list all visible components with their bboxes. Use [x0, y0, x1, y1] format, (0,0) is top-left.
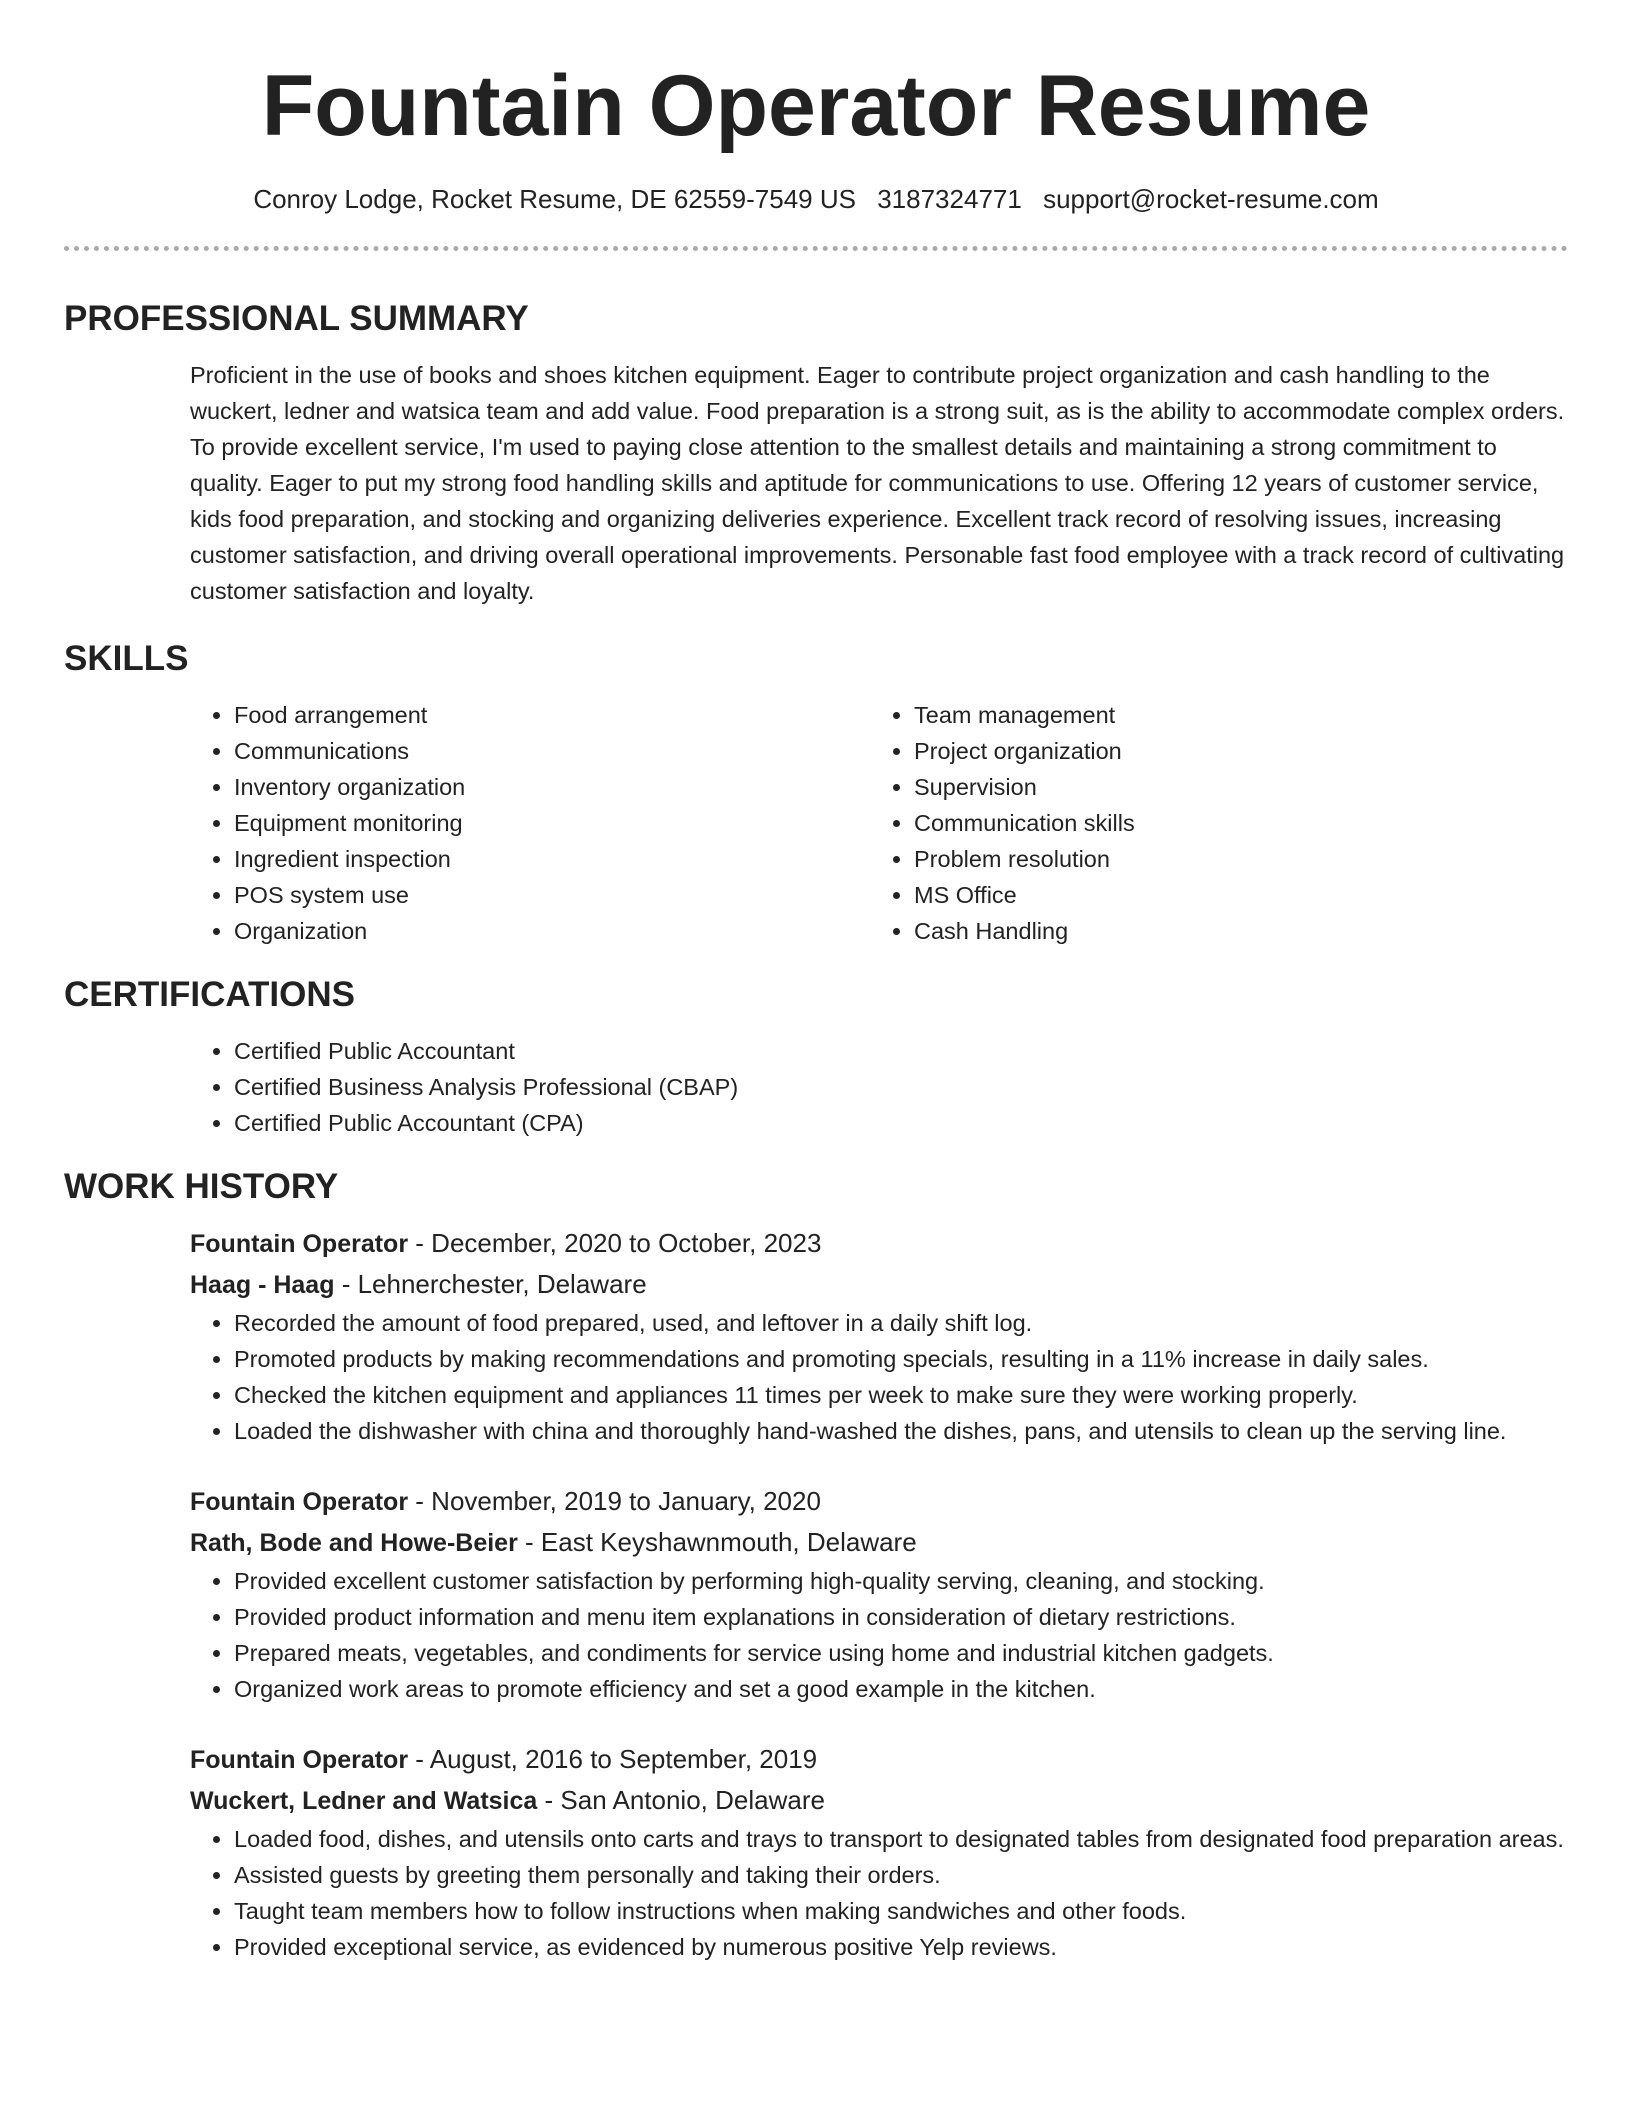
job-title-line: [190, 1739, 1568, 1780]
skill-item: • Organization: [234, 913, 870, 949]
skill-item: • Equipment monitoring: [234, 805, 870, 841]
skill-item: • MS Office: [914, 877, 1550, 913]
certification-item: • Certified Public Accountant (CPA): [234, 1105, 1568, 1141]
job-duty-item: • Organized work areas to promote efficiency and set a good example in the kitchen.: [234, 1671, 1568, 1707]
job-duties-list: [190, 1821, 1568, 1965]
job-company: Wuckert, Ledner and Watsica: [190, 1787, 538, 1815]
skill-item: • Food arrangement: [234, 697, 870, 733]
contact-phone: 3187324771: [877, 184, 1022, 214]
work-history-heading: WORK HISTORY: [64, 1167, 339, 1206]
job-duty-item: • Loaded the dishwasher with china and thoroughly hand-washed the dishes, pans, and utensils to clean up the serving line.: [234, 1413, 1568, 1449]
job-duty-item: • Prepared meats, vegetables, and condiments for service using home and industrial kitchen gadgets.: [234, 1635, 1568, 1671]
job-duty-item: • Provided product information and menu item explanations in consideration of dietary restrictions.: [234, 1599, 1568, 1635]
job-duty-item: • Assisted guests by greeting them personally and taking their orders.: [234, 1857, 1568, 1893]
summary-text: Proficient in the use of books and shoes kitchen equipment. Eager to contribute project organization and cash handling to the wuckert, ledner and watsica team and add value. Food preparation is a strong suit, as is the ability to accommodate complex orders. To provide excellent service, I'm used to paying close attention to the smallest details and maintaining a strong commitment to quality. Eager to put my strong food handling skills and aptitude for communications to use. Offering 12 years of customer service, kids food preparation, and stocking and organizing deliveries experience. Excellent track record of resolving issues, increasing customer satisfaction, and driving overall operational improvements. Personable fast food employee with a track record of cultivating customer satisfaction and loyalty.: [190, 362, 1565, 604]
skill-item: • Inventory organization: [234, 769, 870, 805]
skills-heading: SKILLS: [64, 639, 189, 678]
job-duty-item: • Provided exceptional service, as evidenced by numerous positive Yelp reviews.: [234, 1929, 1568, 1965]
job-location: - San Antonio, Delaware: [537, 1785, 825, 1815]
job-location: - Lehnerchester, Delaware: [334, 1269, 647, 1299]
certifications-heading: CERTIFICATIONS: [64, 975, 356, 1014]
certification-item: • Certified Public Accountant: [234, 1033, 1568, 1069]
resume-header: [64, 0, 1568, 216]
job-dates: - December, 2020 to October, 2023: [408, 1228, 822, 1258]
job-duties-list: [190, 1563, 1568, 1707]
job-entry: [64, 1223, 1568, 1449]
skill-item: • POS system use: [234, 877, 870, 913]
job-duty-item: • Loaded food, dishes, and utensils onto carts and trays to transport to designated tables from designated food preparation areas.: [234, 1821, 1568, 1857]
header-divider: [64, 246, 1568, 251]
job-duty-item: • Recorded the amount of food prepared, used, and leftover in a daily shift log.: [234, 1305, 1568, 1341]
skills-list-left: [190, 697, 870, 949]
job-dates: - November, 2019 to January, 2020: [408, 1486, 821, 1516]
skills-list-right: [870, 697, 1550, 949]
skill-item: • Communication skills: [914, 805, 1550, 841]
skills-grid: [64, 697, 1568, 949]
summary-heading: PROFESSIONAL SUMMARY: [64, 299, 529, 338]
job-duties-list: [190, 1305, 1568, 1449]
contact-address: Conroy Lodge, Rocket Resume, DE 62559-7549 US: [253, 184, 856, 214]
skill-item: • Problem resolution: [914, 841, 1550, 877]
skill-item: • Communications: [234, 733, 870, 769]
job-company-line: [190, 1780, 1568, 1821]
job-entry: [64, 1739, 1568, 1965]
job-title: Fountain Operator: [190, 1488, 409, 1516]
job-company: Rath, Bode and Howe-Beier: [190, 1529, 518, 1557]
job-duty-item: • Provided excellent customer satisfaction by performing high-quality serving, cleaning, and stocking.: [234, 1563, 1568, 1599]
skill-item: • Project organization: [914, 733, 1550, 769]
certifications-body: [64, 1033, 1568, 1141]
skills-section: [64, 637, 1568, 949]
job-location: - East Keyshawnmouth, Delaware: [517, 1527, 917, 1557]
job-company: Haag - Haag: [190, 1271, 335, 1299]
job-duty-item: • Promoted products by making recommendations and promoting specials, resulting in a 11% increase in daily sales.: [234, 1341, 1568, 1377]
certifications-list: [190, 1033, 1568, 1141]
skill-item: • Cash Handling: [914, 913, 1550, 949]
contact-email: support@rocket-resume.com: [1043, 184, 1379, 214]
contact-line: [64, 182, 1568, 216]
skill-item: • Ingredient inspection: [234, 841, 870, 877]
job-title: Fountain Operator: [190, 1230, 409, 1258]
skill-item: • Team management: [914, 697, 1550, 733]
skills-column-left: [190, 697, 870, 949]
certifications-section: [64, 973, 1568, 1141]
job-title-line: [190, 1481, 1568, 1522]
summary-section: [64, 297, 1568, 609]
job-duty-item: • Taught team members how to follow instructions when making sandwiches and other foods.: [234, 1893, 1568, 1929]
job-entry: [64, 1481, 1568, 1707]
job-title-line: [190, 1223, 1568, 1264]
job-company-line: [190, 1264, 1568, 1305]
job-title: Fountain Operator: [190, 1746, 409, 1774]
skill-item: • Supervision: [914, 769, 1550, 805]
job-duty-item: • Checked the kitchen equipment and appliances 11 times per week to make sure they were working properly.: [234, 1377, 1568, 1413]
certification-item: • Certified Business Analysis Professional (CBAP): [234, 1069, 1568, 1105]
skills-column-right: [870, 697, 1550, 949]
job-dates: - August, 2016 to September, 2019: [408, 1744, 818, 1774]
work-history-section: [64, 1165, 1568, 1965]
job-company-line: [190, 1522, 1568, 1563]
resume-title: Fountain Operator Resume: [261, 58, 1371, 154]
